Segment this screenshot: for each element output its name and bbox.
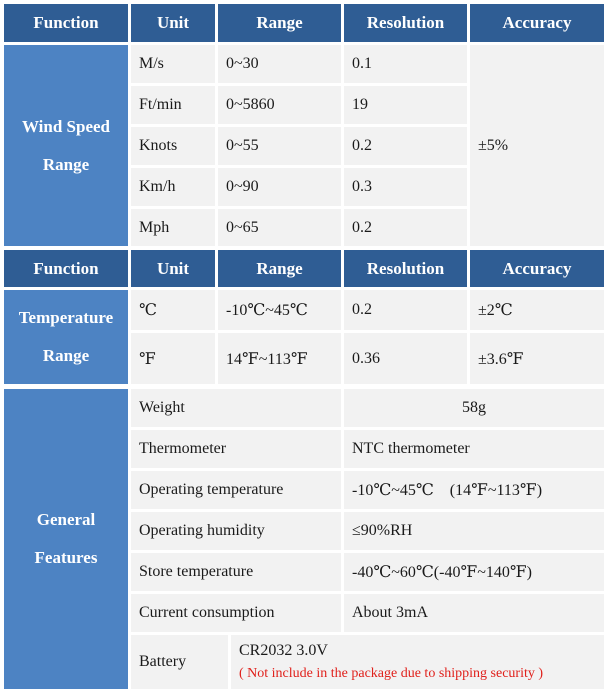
feature-value-cell: ≤90%RH bbox=[344, 512, 604, 550]
feature-label-cell: Thermometer bbox=[131, 430, 341, 468]
temp-resolution-cell: 0.2 bbox=[344, 290, 467, 330]
temp-header-unit: Unit bbox=[131, 250, 215, 287]
wind-unit-cell: M/s bbox=[131, 45, 215, 83]
temperature-label-line1: Temperature bbox=[18, 308, 114, 327]
battery-note: ( Not include in the package due to shipping security ) bbox=[239, 666, 544, 681]
wind-unit-cell: Km/h bbox=[131, 168, 215, 206]
wind-speed-label-line1: Wind Speed bbox=[21, 116, 111, 136]
wind-unit-cell: Knots bbox=[131, 127, 215, 165]
battery-value: CR2032 3.0V bbox=[239, 642, 328, 659]
wind-range-cell: 0~65 bbox=[218, 209, 341, 246]
feature-value-cell: -10℃~45℃ (14℉~113℉) bbox=[344, 471, 604, 509]
wind-header-accuracy: Accuracy bbox=[470, 4, 604, 42]
wind-resolution-cell: 0.2 bbox=[344, 209, 467, 246]
feature-label-cell: Current consumption bbox=[131, 594, 341, 632]
wind-range-cell: 0~30 bbox=[218, 45, 341, 83]
wind-speed-label-line2: Range bbox=[42, 154, 90, 174]
battery-value-cell bbox=[231, 635, 604, 689]
feature-value-cell: NTC thermometer bbox=[344, 430, 604, 468]
wind-accuracy-cell: ±5% bbox=[470, 45, 604, 246]
wind-header-range: Range bbox=[218, 4, 341, 42]
temp-unit-cell: ℃ bbox=[131, 290, 215, 330]
temp-accuracy-cell: ±3.6℉ bbox=[470, 333, 604, 384]
general-label-line1: General bbox=[36, 510, 96, 529]
temp-accuracy-cell: ±2℃ bbox=[470, 290, 604, 330]
temperature-label bbox=[4, 290, 128, 384]
wind-header-resolution: Resolution bbox=[344, 4, 467, 42]
general-features-label bbox=[4, 389, 128, 689]
temp-header-resolution: Resolution bbox=[344, 250, 467, 287]
temp-resolution-cell: 0.36 bbox=[344, 333, 467, 384]
temp-range-cell: 14℉~113℉ bbox=[218, 333, 341, 384]
wind-range-cell: 0~90 bbox=[218, 168, 341, 206]
wind-header-unit: Unit bbox=[131, 4, 215, 42]
wind-resolution-cell: 0.2 bbox=[344, 127, 467, 165]
battery-label-cell: Battery bbox=[131, 635, 228, 689]
feature-value-cell: About 3mA bbox=[344, 594, 604, 632]
wind-resolution-cell: 0.1 bbox=[344, 45, 467, 83]
feature-label-cell: Store temperature bbox=[131, 553, 341, 591]
feature-label-cell: Weight bbox=[131, 389, 341, 427]
temp-header-accuracy: Accuracy bbox=[470, 250, 604, 287]
feature-label-cell: Operating humidity bbox=[131, 512, 341, 550]
feature-value-cell: 58g bbox=[344, 389, 604, 427]
wind-resolution-cell: 0.3 bbox=[344, 168, 467, 206]
general-label-line2: Features bbox=[34, 548, 98, 567]
wind-resolution-cell: 19 bbox=[344, 86, 467, 124]
temp-header-range: Range bbox=[218, 250, 341, 287]
temp-range-cell: -10℃~45℃ bbox=[218, 290, 341, 330]
temperature-label-line2: Range bbox=[42, 346, 90, 365]
wind-unit-cell: Ft/min bbox=[131, 86, 215, 124]
wind-unit-cell: Mph bbox=[131, 209, 215, 246]
wind-range-cell: 0~55 bbox=[218, 127, 341, 165]
temp-header-function: Function bbox=[4, 250, 128, 287]
feature-value-cell: -40℃~60℃(-40℉~140℉) bbox=[344, 553, 604, 591]
wind-speed-label bbox=[4, 45, 128, 246]
feature-label-cell: Operating temperature bbox=[131, 471, 341, 509]
temp-unit-cell: ℉ bbox=[131, 333, 215, 384]
wind-range-cell: 0~5860 bbox=[218, 86, 341, 124]
wind-header-function: Function bbox=[4, 4, 128, 42]
